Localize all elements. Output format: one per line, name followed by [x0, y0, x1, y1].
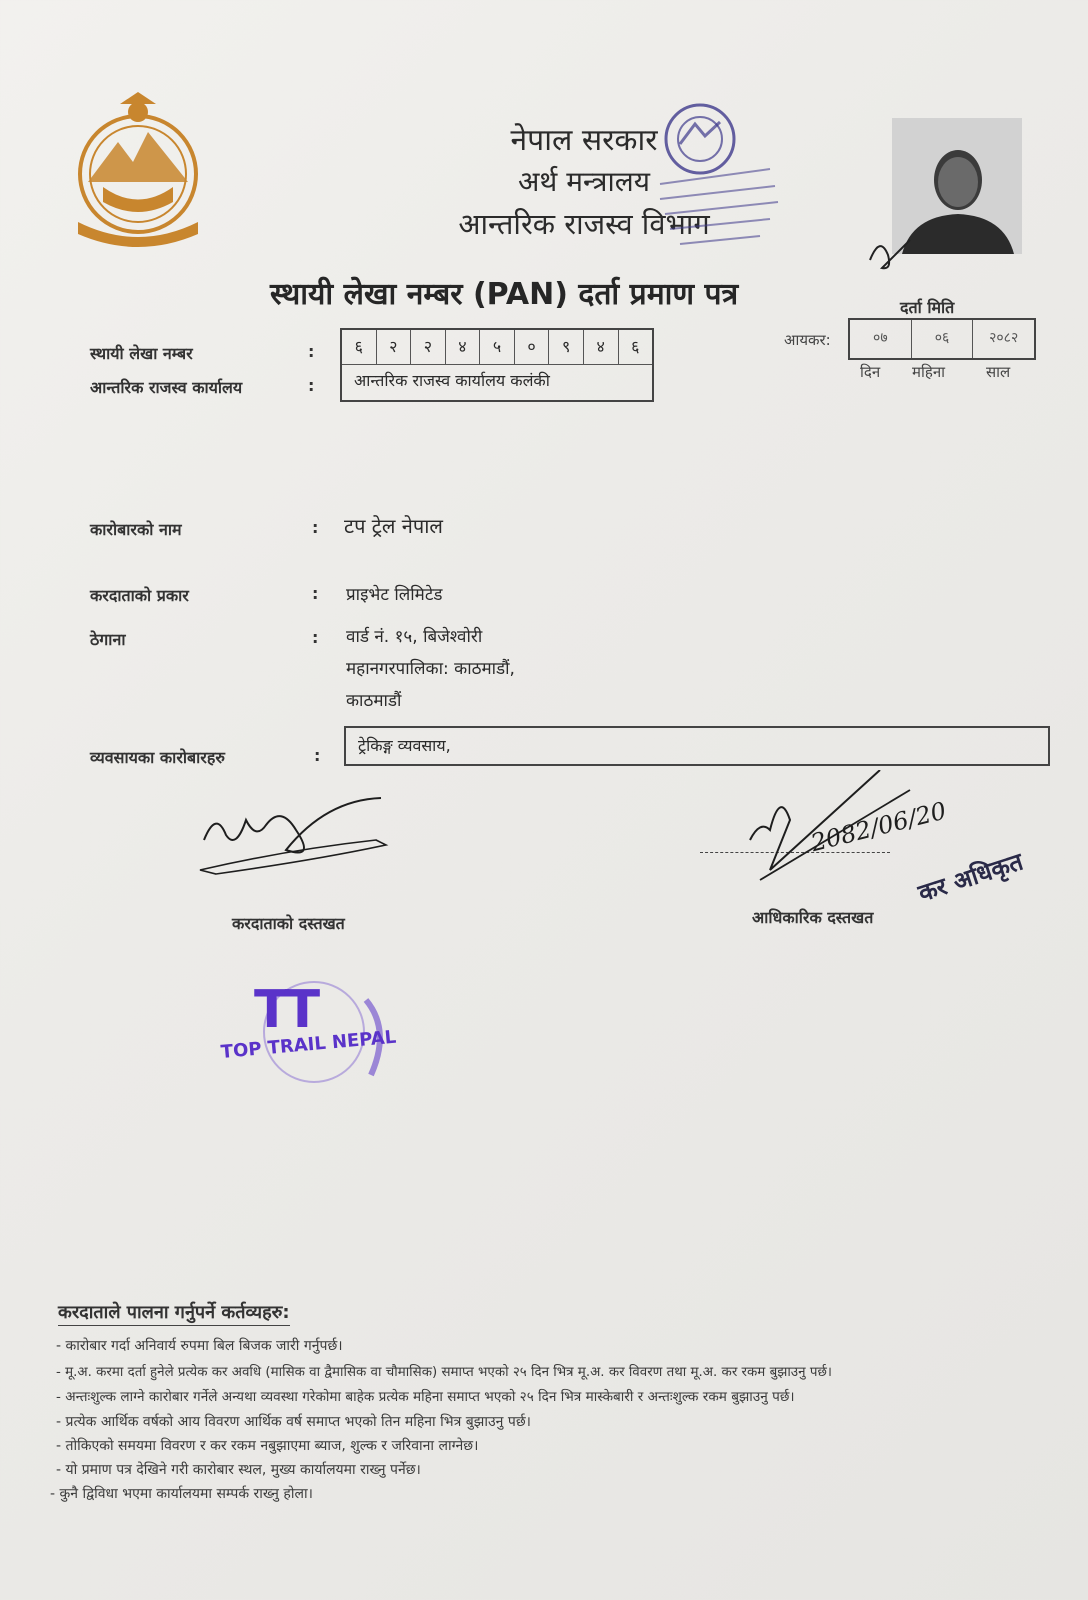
header-department: आन्तरिक राजस्व विभाग — [458, 207, 710, 241]
pan-digit: ० — [515, 330, 550, 364]
address-line3: काठमाडौं — [346, 691, 402, 711]
duty-item: - अन्तःशुल्क लाग्ने कारोबार गर्नेले अन्यथा व्यवस्था गरेकोमा बाहेक प्रत्येक महिना समाप्त भएको २५ दिन भित्र मास्केबारी र अन्तःशुल्क रकम बुझाउनु पर्छ। — [56, 1389, 795, 1405]
office-value: आन्तरिक राजस्व कार्यालय कलंकी — [354, 371, 550, 390]
company-stamp — [216, 980, 396, 1090]
pan-digit: २ — [411, 330, 446, 364]
office-label: आन्तरिक राजस्व कार्यालय — [90, 378, 243, 397]
business-activities-colon: : — [314, 746, 321, 765]
office-stamp-icon — [630, 94, 790, 264]
registration-date-box — [848, 318, 1036, 360]
taxpayer-signature-label: करदाताको दस्तखत — [232, 914, 345, 933]
pan-digit: २ — [377, 330, 412, 364]
date-day: ०७ — [850, 320, 912, 358]
taxpayer-type-value: प्राइभेट लिमिटेड — [346, 585, 443, 605]
duty-item: - यो प्रमाण पत्र देखिने गरी कारोबार स्थल, मुख्य कार्यालयमा राख्नु पर्नेछ। — [56, 1462, 421, 1478]
address-colon: : — [312, 628, 319, 647]
business-name-label: कारोबारको नाम — [90, 520, 182, 539]
pan-colon: : — [308, 342, 315, 361]
pan-digit: ९ — [549, 330, 584, 364]
duty-item: - कुनै द्विविधा भएमा कार्यालयमा सम्पर्क राख्नु होला। — [50, 1486, 313, 1502]
officer-stamp-text: कर अधिकृत — [914, 847, 1027, 908]
pan-digit: ६ — [631, 337, 640, 356]
pan-digit: ४ — [446, 330, 481, 364]
company-stamp-text: TOP TRAIL NEPAL — [220, 1026, 398, 1063]
taxpayer-type-colon: : — [312, 584, 319, 603]
address-label: ठेगाना — [90, 630, 126, 649]
registration-date-prefix: आयकर: — [784, 331, 831, 349]
business-activities-value: ट्रेकिङ्ग व्यवसाय, — [358, 736, 451, 755]
address-line2: महानगरपालिका: काठमाडौं, — [346, 659, 515, 679]
header-ministry: अर्थ मन्त्रालय — [518, 165, 650, 198]
business-activities-label: व्यवसायका कारोबारहरु — [90, 748, 225, 767]
date-year-label: साल — [986, 363, 1011, 381]
address-line1: वार्ड नं. १५, बिजेश्वोरी — [346, 627, 483, 647]
duty-item: - कारोबार गर्दा अनिवार्य रुपमा बिल बिजक जारी गर्नुपर्छ। — [56, 1338, 343, 1354]
photo-signature-icon — [860, 230, 920, 280]
date-month-label: महिना — [912, 363, 946, 381]
registration-date-heading: दर्ता मिति — [900, 298, 955, 317]
date-year: २०८२ — [989, 330, 1019, 346]
official-signature-label: आधिकारिक दस्तखत — [752, 908, 874, 927]
pan-box — [340, 328, 654, 402]
official-handwritten-date: 2082/06/20 — [808, 796, 949, 858]
pan-label: स्थायी लेखा नम्बर — [90, 344, 193, 363]
duty-item: - प्रत्येक आर्थिक वर्षको आय विवरण आर्थिक वर्ष समाप्त भएको तिन महिना भित्र बुझाउनु पर्छ। — [56, 1414, 531, 1430]
office-colon: : — [308, 376, 315, 395]
taxpayer-type-label: करदाताको प्रकार — [90, 586, 189, 605]
duties-title: करदाताले पालना गर्नुपर्ने कर्तव्यहरु: — [58, 1300, 290, 1326]
pan-digits — [342, 330, 652, 365]
pan-digit: ४ — [584, 330, 619, 364]
date-day-label: दिन — [860, 363, 881, 381]
taxpayer-signature-icon — [196, 790, 406, 880]
business-name-value: टप ट्रेल नेपाल — [344, 514, 443, 538]
date-month: ०६ — [912, 320, 974, 358]
duty-item: - तोकिएको समयमा विवरण र कर रकम नबुझाएमा ब्याज, शुल्क र जरिवाना लाग्नेछ। — [56, 1438, 479, 1454]
business-activities-box — [344, 726, 1050, 766]
document-title: स्थायी लेखा नम्बर (PAN) दर्ता प्रमाण पत्र — [270, 277, 739, 312]
pan-digit: ६ — [342, 330, 377, 364]
pan-digit: ५ — [480, 330, 515, 364]
company-stamp-logo: TT — [254, 980, 315, 1040]
header-govt: नेपाल सरकार — [510, 123, 658, 158]
business-name-colon: : — [312, 518, 319, 537]
duty-item: - मू.अ. करमा दर्ता हुनेले प्रत्येक कर अवधि (मासिक वा द्वैमासिक वा चौमासिक) समाप्त भएको २५ दिन भित्र मू.अ. कर विवरण तथा मू.अ. कर रकम बुझाउनु पर्छ। — [56, 1365, 832, 1380]
